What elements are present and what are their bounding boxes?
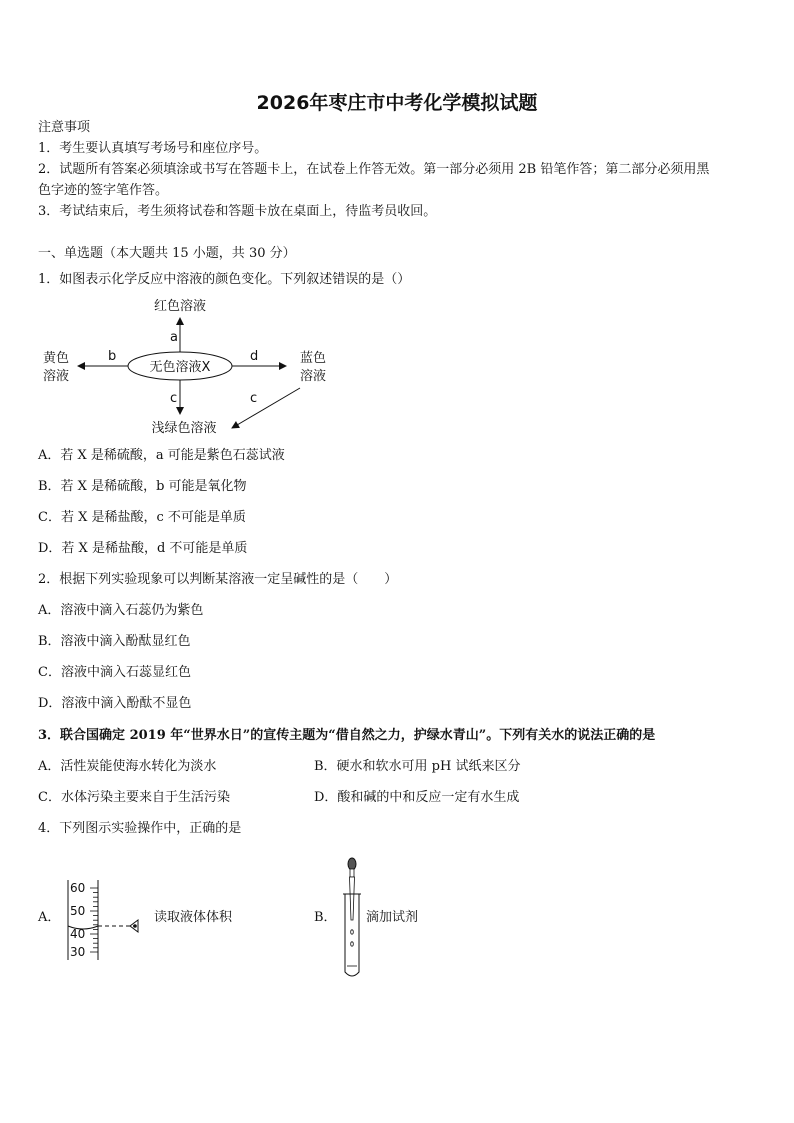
top-label: 红色溶液: [153, 299, 207, 314]
tick-50: 50: [70, 904, 86, 918]
notice-item-2: 2．试题所有答案必须填涂或书写在答题卡上，在试卷上作答无效。第一部分必须用 2B 铅笔作答；第二部分必须用黑: [38, 162, 710, 177]
q2-option-a: A．溶液中滴入石蕊仍为紫色: [38, 603, 204, 618]
q1-option-a: A．若 X 是稀硫酸，a 可能是紫色石蕊试液: [38, 448, 285, 463]
question-2-stem: 2．根据下列实验现象可以判断某溶液一定呈碱性的是（ ）: [38, 572, 398, 587]
notice-item-1: 1．考生要认真填写考场号和座位序号。: [38, 141, 268, 156]
center-label: 无色溶液X: [149, 360, 211, 375]
tick-40: 40: [70, 927, 86, 941]
question-1-stem: 1．如图表示化学反应中溶液的颜色变化。下列叙述错误的是（）: [38, 272, 411, 287]
tick-30: 30: [70, 945, 86, 959]
notice-item-2-cont: 色字迹的签字笔作答。: [38, 183, 169, 198]
graduated-cylinder-figure: [60, 876, 150, 964]
q4-option-b-text: 滴加试剂: [366, 910, 419, 925]
label-b: b: [108, 349, 117, 364]
label-a: a: [170, 330, 178, 345]
right-label-2: 溶液: [299, 369, 327, 384]
question-4-stem: 4．下列图示实验操作中，正确的是: [38, 821, 242, 836]
label-d: d: [250, 349, 259, 364]
left-label-2: 溶液: [42, 369, 70, 384]
dropper-test-tube-figure: [338, 856, 366, 982]
label-c-down: c: [170, 391, 178, 406]
q3-option-d: D．酸和碱的中和反应一定有水生成: [314, 790, 520, 805]
q3-option-b: B．硬水和软水可用 pH 试纸来区分: [314, 759, 521, 774]
section-heading: 一、单选题（本大题共 15 小题，共 30 分）: [38, 246, 296, 261]
q3-option-c: C．水体污染主要来自于生活污染: [38, 790, 230, 805]
right-label-1: 蓝色: [299, 351, 327, 366]
q2-option-c: C．溶液中滴入石蕊显红色: [38, 665, 191, 680]
q2-option-d: D．溶液中滴入酚酞不显色: [38, 696, 192, 711]
q3-option-a: A．活性炭能使海水转化为淡水: [38, 759, 217, 774]
notice-heading: 注意事项: [38, 120, 91, 135]
q4-option-a-letter: A．: [38, 910, 61, 925]
dropper-bulb-icon: [348, 858, 356, 870]
q4-option-b-letter: B．: [314, 910, 337, 925]
color-change-diagram: [36, 292, 346, 440]
arrow-diagonal: [232, 388, 300, 428]
q1-option-b: B．若 X 是稀硫酸，b 可能是氧化物: [38, 479, 247, 494]
label-c-diag: c: [250, 391, 258, 406]
page-title: 2026年枣庄市中考化学模拟试题: [256, 92, 538, 114]
notice-item-3: 3．考试结束后，考生须将试卷和答题卡放在桌面上，待监考员收回。: [38, 204, 437, 219]
left-label-1: 黄色: [42, 351, 70, 366]
q1-option-d: D．若 X 是稀盐酸，d 不可能是单质: [38, 541, 248, 556]
bottom-label: 浅绿色溶液: [151, 421, 217, 436]
q4-option-a-text: 读取液体体积: [154, 910, 233, 925]
question-3-stem: 3．联合国确定 2019 年“世界水日”的宣传主题为“借自然之力，护绿水青山”。下列有关水的说法正确的是: [38, 728, 656, 743]
q1-option-c: C．若 X 是稀盐酸，c 不可能是单质: [38, 510, 246, 525]
q2-option-b: B．溶液中滴入酚酞显红色: [38, 634, 191, 649]
tick-60: 60: [70, 881, 86, 895]
